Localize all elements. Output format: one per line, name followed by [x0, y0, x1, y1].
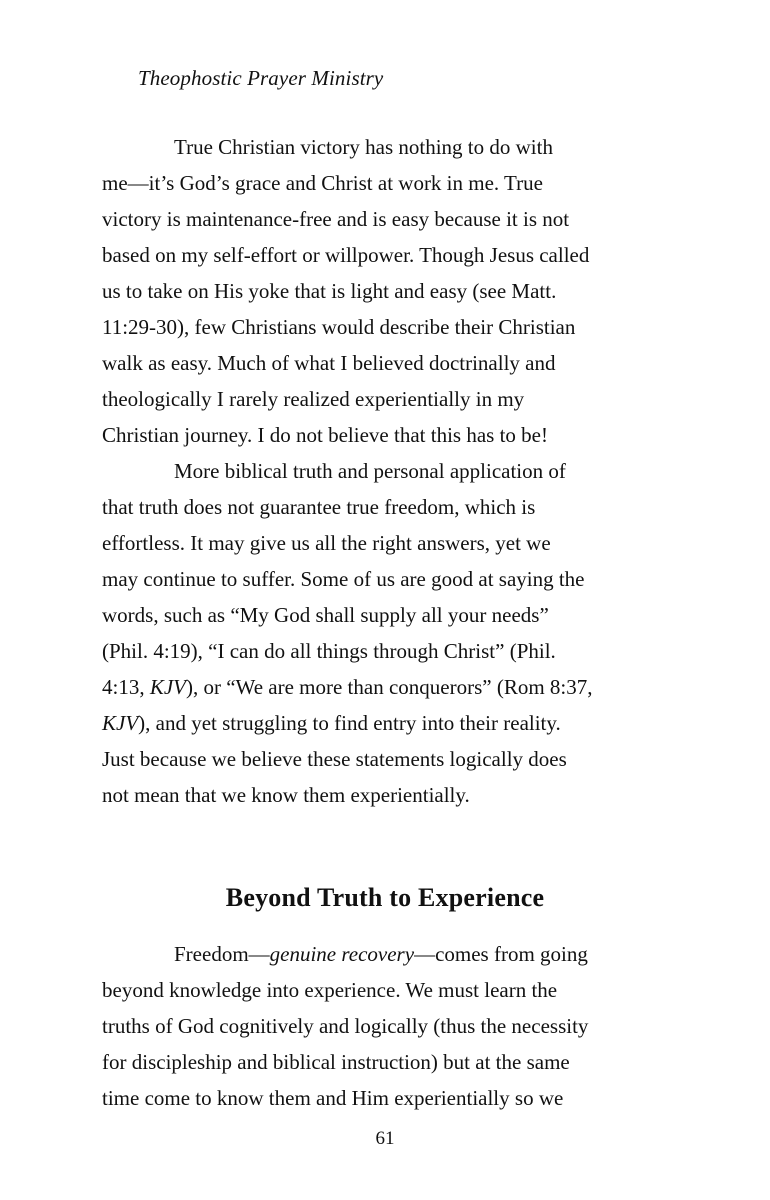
running-head: Theophostic Prayer Ministry — [138, 66, 384, 90]
text-run: time come to know them and Him experientially so we — [102, 1086, 564, 1110]
text-run: not mean that we know them experientially. — [102, 783, 470, 807]
text-line — [102, 381, 682, 417]
text-line — [102, 1044, 682, 1080]
text-line — [102, 489, 682, 525]
text-run: (Phil. 4:19), “I can do all things through Christ” (Phil. — [102, 639, 556, 663]
text-run: based on my self-effort or willpower. Though Jesus called — [102, 243, 590, 267]
text-line — [102, 237, 682, 273]
text-line — [102, 669, 682, 705]
text-run: —comes from going — [414, 942, 588, 966]
text-line — [102, 1008, 682, 1044]
text-run: us to take on His yoke that is light and easy (see Matt. — [102, 279, 557, 303]
text-run: Christian journey. I do not believe that this has to be! — [102, 423, 548, 447]
text-run: victory is maintenance-free and is easy because it is not — [102, 207, 570, 231]
text-run: beyond knowledge into experience. We must learn the — [102, 978, 558, 1002]
text-run: truths of God cognitively and logically (thus the necessity — [102, 1014, 589, 1038]
text-run: theologically I rarely realized experientially in my — [102, 387, 525, 411]
text-line — [102, 633, 682, 669]
text-run: Just because we believe these statements logically does — [102, 747, 567, 771]
text-run: Freedom— — [174, 942, 270, 966]
text-run: walk as easy. Much of what I believed doctrinally and — [102, 351, 556, 375]
text-run: me—it’s God’s grace and Christ at work in me. True — [102, 171, 543, 195]
italic-run: KJV — [102, 711, 139, 735]
text-line — [102, 1080, 682, 1116]
body-text-section-1 — [102, 129, 682, 813]
text-line — [102, 972, 682, 1008]
text-line — [102, 129, 682, 165]
text-line — [102, 273, 682, 309]
text-line — [102, 705, 682, 741]
text-line — [102, 561, 682, 597]
text-run: may continue to suffer. Some of us are good at saying the — [102, 567, 585, 591]
text-line — [102, 417, 682, 453]
text-run: words, such as “My God shall supply all your needs” — [102, 603, 549, 627]
text-line — [102, 936, 682, 972]
text-line — [102, 741, 682, 777]
italic-run: genuine recovery — [269, 942, 415, 966]
text-line — [102, 345, 682, 381]
text-line — [102, 597, 682, 633]
text-run: for discipleship and biblical instruction) but at the same — [102, 1050, 570, 1074]
text-run: effortless. It may give us all the right answers, yet we — [102, 531, 551, 555]
text-line — [102, 777, 682, 813]
text-run: ), or “We are more than conquerors” (Rom 8:37, — [186, 675, 593, 699]
text-line — [102, 201, 682, 237]
italic-run: KJV — [149, 675, 186, 699]
text-line — [102, 453, 682, 489]
text-run: ), and yet struggling to find entry into their reality. — [138, 711, 561, 735]
text-run: True Christian victory has nothing to do with — [174, 135, 553, 159]
text-run: 11:29-30), few Christians would describe their Christian — [102, 315, 576, 339]
text-line — [102, 525, 682, 561]
text-run: 4:13, — [102, 675, 150, 699]
text-run: that truth does not guarantee true freedom, which is — [102, 495, 536, 519]
text-line — [102, 165, 682, 201]
page-number: 61 — [375, 1128, 395, 1149]
text-run: More biblical truth and personal application of — [174, 459, 566, 483]
section-heading: Beyond Truth to Experience — [225, 883, 545, 912]
body-text-section-2 — [102, 936, 682, 1116]
text-line — [102, 309, 682, 345]
